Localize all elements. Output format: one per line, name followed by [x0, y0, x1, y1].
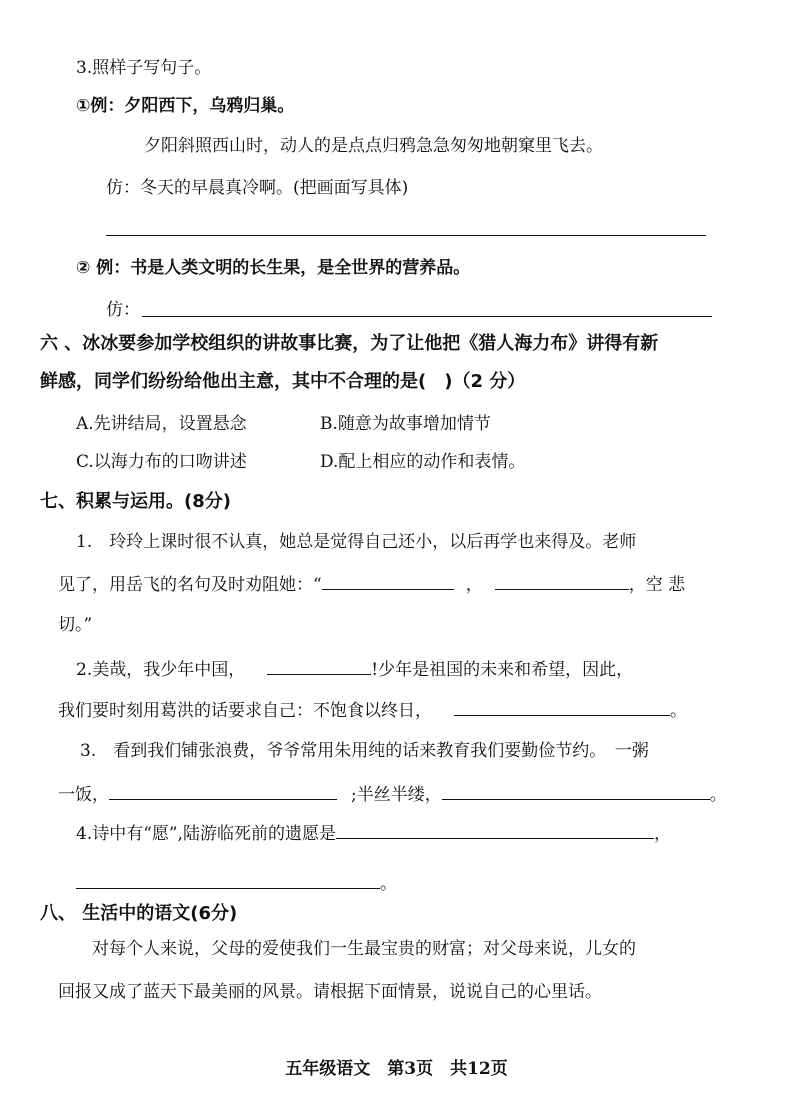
sec7-q4-prefix: 4.诗中有“愿”,陆游临死前的遗愿是 [76, 824, 337, 844]
sec7-q1-line3: 切。” [58, 615, 93, 635]
sec7-q4-blank-2 [76, 870, 380, 889]
sec6-question-line2: 鲜感，同学们纷纷给他出主意，其中不合理的是( )（2 分） [40, 371, 526, 392]
sec7-q1-blank-1 [322, 571, 454, 590]
sec6-option-c: C.以海力布的口吻讲述 [76, 452, 247, 472]
sec7-q2-prefix: 2.美哉，我少年中国， [76, 660, 246, 680]
sec7-q2-line2-text: 我们要时刻用葛洪的话要求自己：不饱食以终日， [58, 701, 432, 721]
sec7-q4-comma: ， [654, 824, 672, 844]
sec6-option-b: B.随意为故事增加情节 [320, 414, 491, 434]
sec7-q1-prefix: 见了，用岳飞的名句及时劝阻她：“ [58, 575, 322, 595]
sec6-option-a: A.先讲结局，设置悬念 [76, 414, 247, 434]
sec7-q2-line2 [58, 697, 687, 723]
sec6-question-line1: 六 、冰冰要参加学校组织的讲故事比赛，为了让他把《猎人海力布》讲得有新 [40, 333, 659, 354]
sec7-q3-blank-2 [442, 781, 710, 800]
sec7-q2-blank-1 [267, 656, 371, 675]
sec7-q1-blank-2 [495, 571, 629, 590]
sec7-q1-suffix: ，空 悲 [628, 575, 686, 595]
sec7-q3-blank-1 [109, 781, 337, 800]
q3-answer-line-2 [142, 316, 712, 317]
sec7-q3-prefix: 一饭， [58, 785, 109, 805]
sec7-q3-line2 [58, 781, 727, 807]
sec7-title: 七、积累与运用。(8分) [40, 491, 231, 512]
q3-imitate1-task: 仿：冬天的早晨真冷啊。(把画面写具体) [106, 178, 409, 198]
sec7-q1-line2 [58, 571, 685, 597]
sec6-option-d: D.配上相应的动作和表情。 [320, 452, 526, 472]
q3-title: 3.照样子写句子。 [76, 58, 212, 78]
sec7-q2-line1 [76, 656, 633, 682]
q3-example2: ② 例：书是人类文明的长生果，是全世界的营养品。 [76, 258, 471, 278]
sec7-q4-line1 [76, 820, 671, 846]
sec7-q4-blank-1 [336, 820, 654, 839]
sec8-line1: 对每个人来说，父母的爱使我们一生最宝贵的财富；对父母来说，儿女的 [92, 939, 636, 959]
page-footer: 五年级语文 第3页 共12页 [285, 1059, 508, 1079]
q3-example1-expanded: 夕阳斜照西山时，动人的是点点归鸦急急匆匆地朝窠里飞去。 [144, 136, 603, 156]
sec7-q2-end: 。 [670, 701, 687, 721]
sec8-line2: 回报又成了蓝天下最美丽的风景。请根据下面情景，说说自己的心里话。 [58, 982, 602, 1002]
sec7-q1-line1: 1. 玲玲上课时很不认真，她总是觉得自己还小，以后再学也来得及。老师 [76, 532, 637, 552]
sec7-q3-end: 。 [709, 785, 727, 805]
q3-example1: ①例：夕阳西下，乌鸦归巢。 [76, 96, 295, 116]
sec7-q2-blank-2 [454, 697, 670, 716]
sec7-q3-middle: ;半丝半缕， [351, 785, 442, 805]
sec7-q4-end: 。 [380, 874, 397, 894]
sec7-q3-line1: 3. 看到我们铺张浪费，爷爷常用朱用纯的话来教育我们要勤俭节约。 一粥 [80, 741, 649, 761]
q3-answer-line-1 [106, 235, 706, 236]
sec7-q4-line2 [76, 870, 397, 896]
sec8-title: 八、 生活中的语文(6分) [40, 903, 238, 924]
q3-imitate2-label: 仿： [106, 300, 140, 320]
sec7-q1-comma: ， [465, 575, 483, 595]
sec7-q2-suffix: !少年是祖国的未来和希望，因此， [371, 660, 634, 680]
